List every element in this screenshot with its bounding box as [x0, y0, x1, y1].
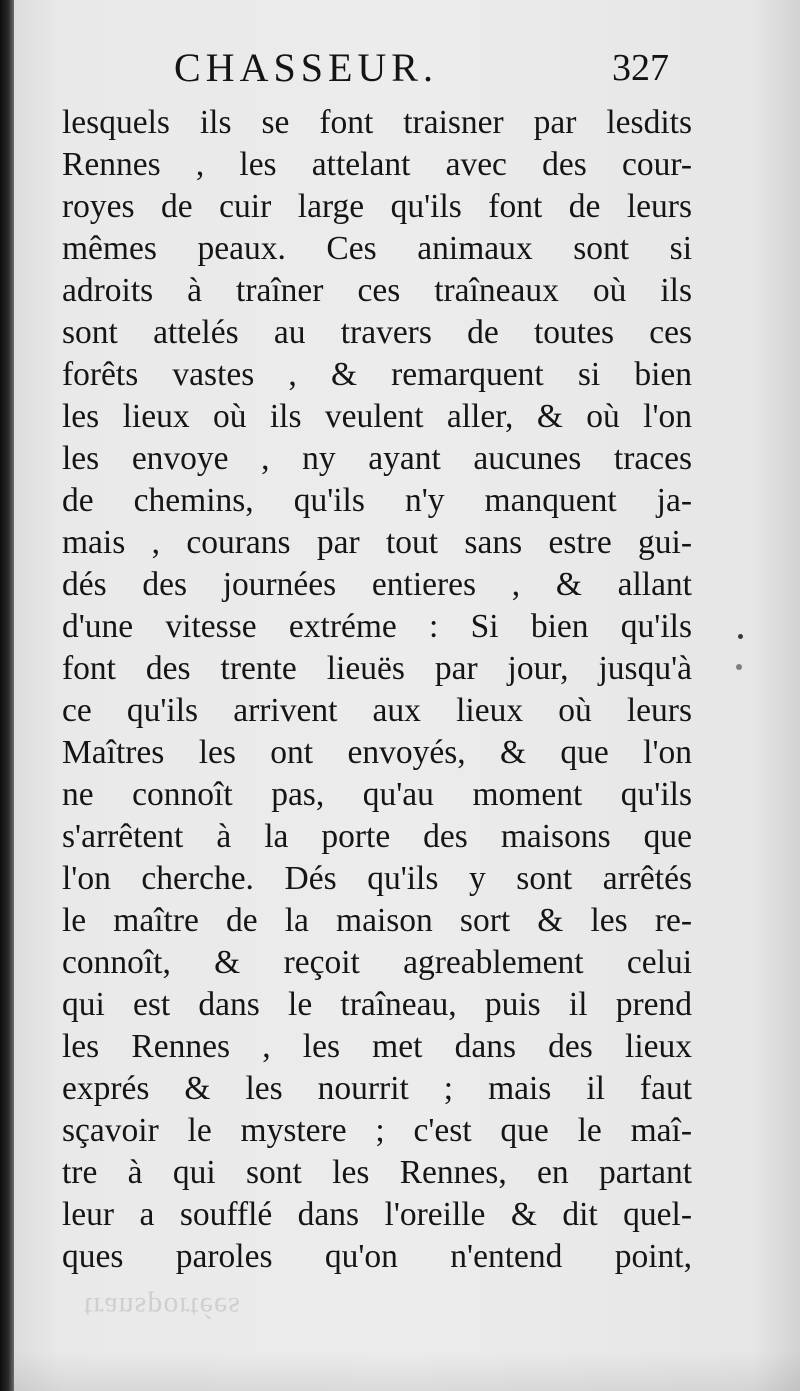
text-line: ce qu'ils arrivent aux lieux où leurs	[62, 692, 692, 729]
text-line: royes de cuir large qu'ils font de leurs	[62, 188, 692, 225]
text-line: les Rennes , les met dans des lieux	[62, 1028, 692, 1065]
book-page	[14, 0, 800, 1391]
text-line: Maîtres les ont envoyés, & que l'on	[62, 734, 692, 771]
text-line: de chemins, qu'ils n'y manquent ja-	[62, 482, 692, 519]
text-line: tre à qui sont les Rennes, en partant	[62, 1154, 692, 1191]
text-line: Rennes , les attelant avec des cour-	[62, 146, 692, 183]
body-text	[62, 102, 692, 1278]
text-line: l'on cherche. Dés qu'ils y sont arrêtés	[62, 860, 692, 897]
text-line: forêts vastes , & remarquent si bien	[62, 356, 692, 393]
page-shadow	[14, 1351, 800, 1391]
text-line: s'arrêtent à la porte des maisons que	[62, 818, 692, 855]
ink-speck	[736, 664, 742, 670]
text-line: ques paroles qu'on n'entend point,	[62, 1238, 692, 1275]
text-line: sont attelés au travers de toutes ces	[62, 314, 692, 351]
text-line: leur a soufflé dans l'oreille & dit quel-	[62, 1196, 692, 1233]
running-head: CHASSEUR.	[174, 45, 438, 90]
text-line: les envoye , ny ayant aucunes traces	[62, 440, 692, 477]
text-line: dés des journées entieres , & allant	[62, 566, 692, 603]
text-line: qui est dans le traîneau, puis il prend	[62, 986, 692, 1023]
text-line: mêmes peaux. Ces animaux sont si	[62, 230, 692, 267]
text-line: d'une vitesse extréme : Si bien qu'ils	[62, 608, 692, 645]
text-line: le maître de la maison sort & les re-	[62, 902, 692, 939]
text-line: font des trente lieuës par jour, jusqu'à	[62, 650, 692, 687]
ink-speck	[738, 634, 743, 639]
text-line: adroits à traîner ces traîneaux où ils	[62, 272, 692, 309]
page-binding-edge	[0, 0, 14, 1391]
page-header	[14, 44, 800, 100]
text-line: exprés & les nourrit ; mais il faut	[62, 1070, 692, 1107]
page-number: 327	[612, 47, 669, 89]
text-line: sçavoir le mystere ; c'est que le maî-	[62, 1112, 692, 1149]
text-line: lesquels ils se font traisner par lesdits	[62, 104, 692, 141]
text-line: mais , courans par tout sans estre gui-	[62, 524, 692, 561]
text-line: ne connoît pas, qu'au moment qu'ils	[62, 776, 692, 813]
text-line: les lieux où ils veulent aller, & où l'on	[62, 398, 692, 435]
text-line: connoît, & reçoit agreablement celui	[62, 944, 692, 981]
show-through-text: transportées	[84, 1291, 241, 1324]
